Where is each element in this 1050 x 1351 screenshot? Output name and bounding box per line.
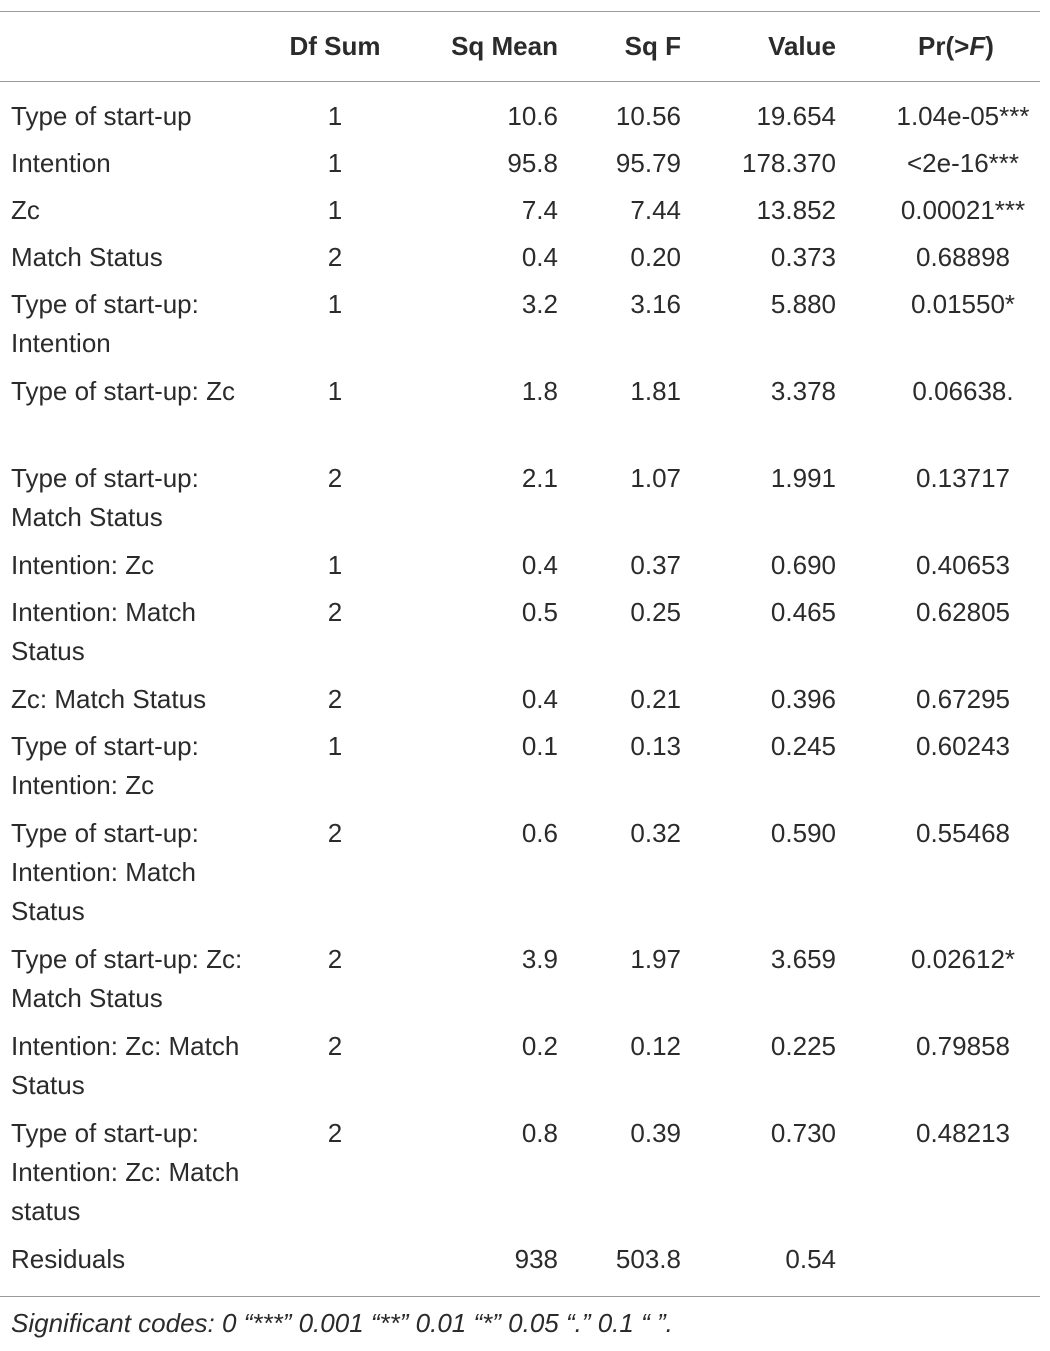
row-meansq: 503.8	[615, 1244, 681, 1274]
row-df: 1	[327, 731, 343, 761]
row-fvalue: 178.370	[742, 148, 836, 178]
row-meansq: 0.25	[630, 597, 681, 627]
row-df: 2	[327, 684, 343, 714]
row-df: 1	[327, 376, 343, 406]
row-fvalue: 0.396	[770, 684, 836, 714]
row-sumsq: 2.1	[521, 463, 558, 493]
row-label: Type of start-up: Zc	[11, 376, 235, 406]
row-label: Type of start-up: Zc: Match Status	[11, 944, 243, 1013]
row-label: Zc	[11, 195, 40, 225]
row-pvalue: 0.68898	[916, 242, 1010, 272]
table-bottom-rule	[0, 1296, 1040, 1297]
row-sumsq: 0.6	[521, 818, 558, 848]
row-fvalue: 3.378	[770, 376, 836, 406]
row-fvalue: 5.880	[770, 289, 836, 319]
row-fvalue: 0.590	[770, 818, 836, 848]
row-label: Intention: Match Status	[11, 597, 196, 666]
row-label: Type of start-up	[11, 101, 192, 131]
row-label: Intention: Zc: Match Status	[11, 1031, 240, 1100]
header-fvalue: Value	[768, 31, 836, 61]
row-meansq: 1.97	[630, 944, 681, 974]
row-fvalue: 0.690	[770, 550, 836, 580]
row-fvalue: 1.991	[770, 463, 836, 493]
row-fvalue: 19.654	[756, 101, 836, 131]
row-pvalue: 0.60243	[916, 731, 1010, 761]
row-meansq: 0.21	[630, 684, 681, 714]
row-df: 1	[327, 101, 343, 131]
row-pvalue: <2e-16***	[906, 148, 1020, 178]
row-fvalue: 0.54	[785, 1244, 836, 1274]
row-label: Type of start-up: Intention: Match Status	[11, 818, 199, 926]
row-pvalue: 0.79858	[916, 1031, 1010, 1061]
table-header-rule	[0, 81, 1040, 82]
row-sumsq: 0.4	[521, 684, 558, 714]
row-sumsq: 10.6	[507, 101, 558, 131]
header-df: Df Sum	[289, 31, 381, 61]
row-label: Residuals	[11, 1244, 126, 1274]
row-label: Type of start-up: Intention: Zc: Match status	[11, 1118, 240, 1226]
row-sumsq: 3.9	[521, 944, 558, 974]
row-meansq: 1.07	[630, 463, 681, 493]
row-label: Type of start-up: Intention: Zc	[11, 731, 199, 800]
row-pvalue: 0.48213	[916, 1118, 1010, 1148]
row-label: Intention	[11, 148, 111, 178]
row-df: 1	[327, 550, 343, 580]
table-top-rule	[0, 11, 1040, 12]
row-df: 1	[327, 148, 343, 178]
row-sumsq: 95.8	[507, 148, 558, 178]
row-sumsq: 0.8	[521, 1118, 558, 1148]
row-sumsq: 0.1	[521, 731, 558, 761]
row-pvalue: 0.06638.	[912, 376, 1014, 406]
row-df: 2	[327, 1118, 343, 1148]
row-meansq: 0.12	[630, 1031, 681, 1061]
row-sumsq: 0.4	[521, 550, 558, 580]
row-label: Intention: Zc	[11, 550, 155, 580]
row-meansq: 1.81	[630, 376, 681, 406]
row-meansq: 95.79	[615, 148, 681, 178]
row-sumsq: 938	[514, 1244, 558, 1274]
row-meansq: 3.16	[630, 289, 681, 319]
row-label: Match Status	[11, 242, 163, 272]
row-pvalue: 0.67295	[916, 684, 1010, 714]
row-pvalue: 0.01550*	[910, 289, 1016, 319]
row-sumsq: 7.4	[521, 195, 558, 225]
header-meansq: Sq F	[624, 31, 681, 61]
row-pvalue: 1.04e-05***	[896, 101, 1030, 131]
row-df: 1	[327, 195, 343, 225]
row-sumsq: 0.2	[521, 1031, 558, 1061]
header-pvalue: Pr(>F)	[918, 31, 994, 61]
row-meansq: 0.32	[630, 818, 681, 848]
row-meansq: 0.20	[630, 242, 681, 272]
row-pvalue: 0.40653	[916, 550, 1010, 580]
row-df: 2	[327, 242, 343, 272]
row-pvalue: 0.55468	[916, 818, 1010, 848]
row-fvalue: 0.245	[770, 731, 836, 761]
row-fvalue: 0.225	[770, 1031, 836, 1061]
row-sumsq: 0.4	[521, 242, 558, 272]
row-fvalue: 0.373	[770, 242, 836, 272]
row-fvalue: 13.852	[756, 195, 836, 225]
row-df: 2	[327, 818, 343, 848]
row-meansq: 0.13	[630, 731, 681, 761]
row-df: 1	[327, 289, 343, 319]
row-sumsq: 1.8	[521, 376, 558, 406]
row-label: Type of start-up: Match Status	[11, 463, 199, 532]
row-pvalue: 0.13717	[916, 463, 1010, 493]
row-label: Type of start-up: Intention	[11, 289, 199, 358]
row-df: 2	[327, 463, 343, 493]
row-fvalue: 3.659	[770, 944, 836, 974]
row-meansq: 7.44	[630, 195, 681, 225]
row-pvalue: 0.00021***	[900, 195, 1026, 225]
row-label: Zc: Match Status	[11, 684, 207, 714]
row-meansq: 0.37	[630, 550, 681, 580]
row-meansq: 0.39	[630, 1118, 681, 1148]
row-sumsq: 3.2	[521, 289, 558, 319]
row-fvalue: 0.730	[770, 1118, 836, 1148]
header-sumsq: Sq Mean	[451, 31, 558, 61]
row-meansq: 10.56	[615, 101, 681, 131]
row-df: 2	[327, 944, 343, 974]
row-df: 2	[327, 1031, 343, 1061]
significance-footnote: Significant codes: 0 “***” 0.001 “**” 0.01 “*” 0.05 “.” 0.1 “ ”.	[11, 1308, 673, 1338]
row-sumsq: 0.5	[521, 597, 558, 627]
row-pvalue: 0.02612*	[910, 944, 1016, 974]
row-fvalue: 0.465	[770, 597, 836, 627]
row-pvalue: 0.62805	[916, 597, 1010, 627]
row-df: 2	[327, 597, 343, 627]
